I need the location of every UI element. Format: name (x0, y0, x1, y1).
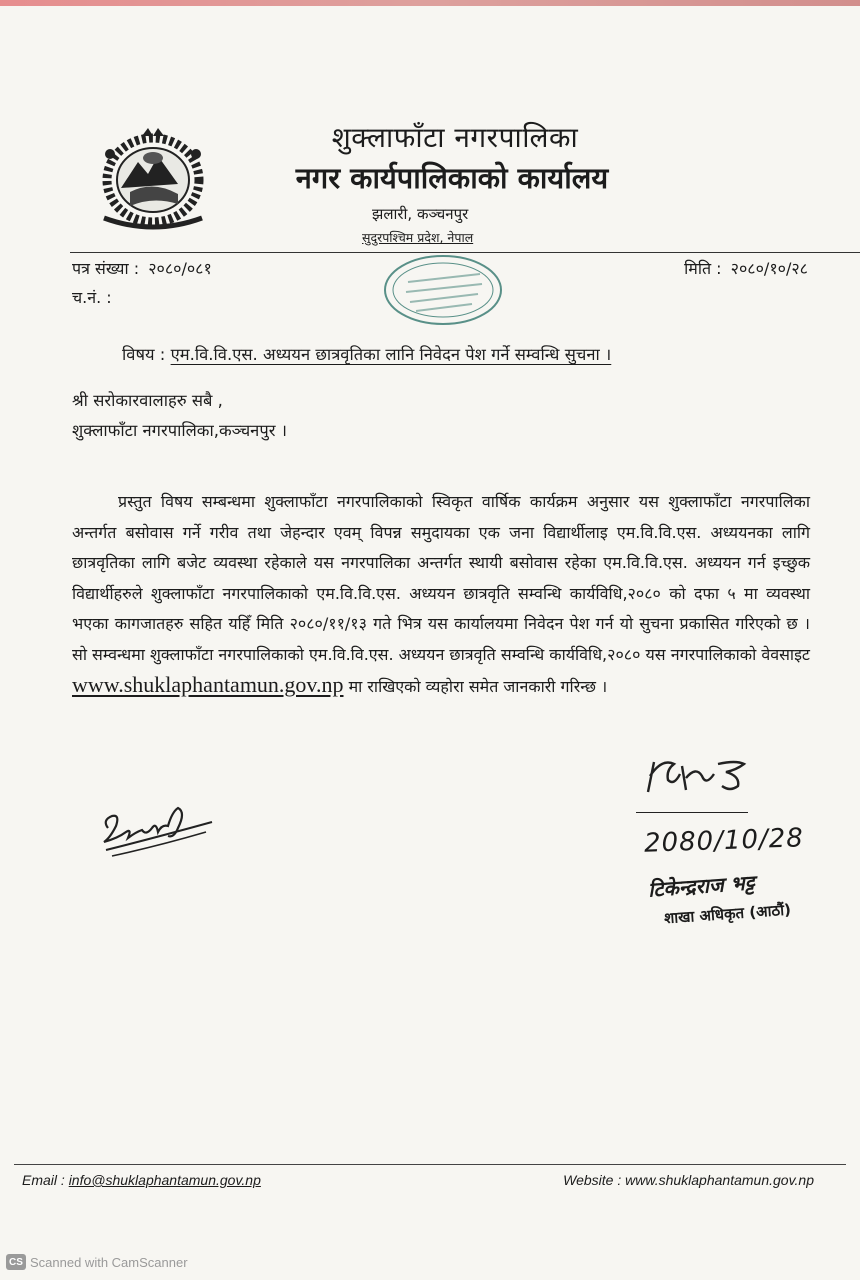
subject-text: एम.वि.वि.एस. अध्ययन छात्रवृतिका लानि निवेदन पेश गर्ने सम्वन्धि सुचना । (170, 345, 612, 364)
office-name: नगर कार्यपालिकाको कार्यालय (295, 161, 609, 195)
officer-title: शाखा अधिकृत (आठौं) (663, 900, 792, 928)
website-link[interactable]: www.shuklaphantamun.gov.np (625, 1172, 814, 1188)
organization-name: शुक्लाफाँटा नगरपालिका (331, 121, 579, 154)
address-line-2: सुदुरपश्चिम प्रदेश, नेपाल (362, 230, 474, 245)
officer-signature (640, 752, 770, 804)
letter-number (72, 257, 212, 279)
website-label: Website : (563, 1172, 622, 1188)
left-signature (98, 798, 216, 860)
office-stamp (380, 252, 506, 328)
footer-website (563, 1172, 814, 1188)
page-top-edge (0, 0, 860, 6)
address-line-1: झलारी, कञ्चनपुर (372, 205, 469, 223)
date-value: २०८०/१०/२८ (730, 259, 808, 278)
nepal-emblem-icon (86, 118, 220, 230)
camscanner-watermark (6, 1254, 188, 1270)
handwritten-date: 2080/10/28 (643, 823, 805, 859)
subject-line (122, 342, 842, 365)
date-label: मिति : (684, 259, 722, 278)
camscanner-text: Scanned with CamScanner (30, 1254, 188, 1270)
notice-body-text: प्रस्तुत विषय सम्बन्धमा शुक्लाफाँटा नगरपालिकाको स्विकृत वार्षिक कार्यक्रम अनुसार यस शुक्लाफाँटा नगरपालिका अन्तर्गत बसोवास गर्ने गरीव तथा जेहन्दार एवम् विपन्न समुदायका एक जना विद्यार्थीलाइ एम.वि.वि.एस. अध्ययनका लागि छात्रवृतिका लागि बजेट व्यवस्था रहेकाले यस नगरपालिका अन्तर्गत स्थायी बसोवास रहेका एम.वि.वि.एस. अध्ययन गर्न इच्छुक विद्यार्थीहरुले शुक्लाफाँटा नगरपालिकाको एम.वि.वि.एस. अध्ययन छात्रवृति सम्वन्धि कार्यविधि,२०८० को दफा ५ मा व्यवस्था भएका कागजातहरु सहित यहिँ मिति २०८०/११/१३ गते भित्र यस कार्यालयमा निवेदन पेश गर्न यो सुचना प्रकासित गरिएको छ । सो सम्वन्धमा शुक्लाफाँटा नगरपालिकाको एम.वि.वि.एस. अध्ययन छात्रवृति सम्वन्धि कार्यविधि,२०८० यस नगरपालिकाको वेवसाइट (72, 492, 810, 664)
footer-email (22, 1172, 261, 1188)
letter-date (684, 257, 808, 279)
recipient-line-1: श्री सरोकारवालाहरु सबै , (72, 391, 223, 410)
notice-body-closing: मा राखिएको व्यहोरा समेत जानकारी गरिन्छ । (348, 677, 608, 696)
letter-number-value: २०८०/०८१ (148, 259, 212, 278)
recipient-line-2: शुक्लाफाँटा नगरपालिका,कञ्चनपुर । (72, 421, 287, 440)
subject-label: विषय : (122, 345, 166, 364)
body-website-link[interactable]: www.shuklaphantamun.gov.np (72, 672, 344, 697)
chalani-number-label: च.नं. : (72, 288, 112, 307)
letter-number-label: पत्र संख्या : (72, 259, 140, 278)
officer-name: टिकेन्द्रराज भट्ट (647, 870, 756, 902)
camscanner-logo-icon: CS (6, 1254, 26, 1270)
notice-body (72, 487, 810, 703)
footer-divider (14, 1164, 846, 1165)
email-label: Email : (22, 1172, 65, 1188)
signature-underline (636, 812, 748, 813)
email-link[interactable]: info@shuklaphantamun.gov.np (68, 1172, 261, 1188)
